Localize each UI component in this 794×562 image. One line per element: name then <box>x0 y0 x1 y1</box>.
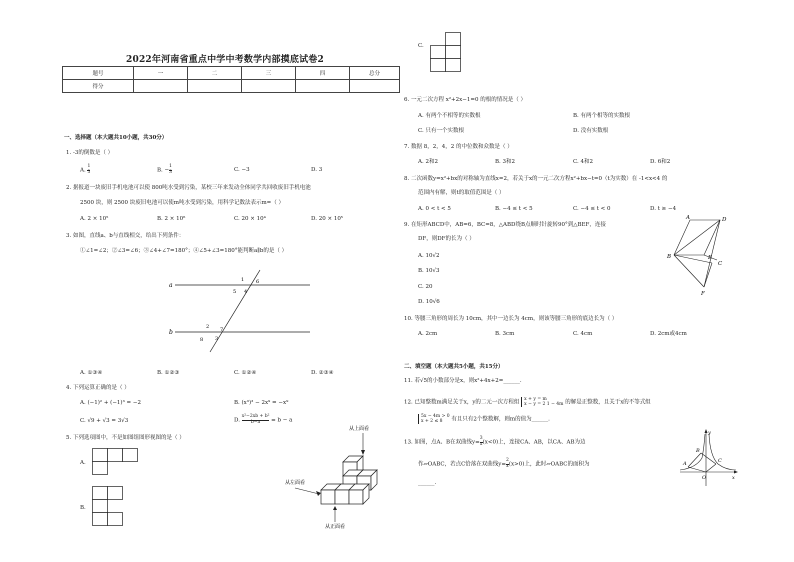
option-d[interactable]: D. t ≥ −4 <box>650 206 677 212</box>
angle-label: 8 <box>200 337 204 343</box>
question-stem-cont: 范围内有解，则t的取值范围是（ ） <box>418 190 505 196</box>
cube-arrangement-figure <box>285 426 395 530</box>
option-b[interactable]: B. 有两个相等的实数根 <box>573 113 631 119</box>
angle-label: 6 <box>256 279 260 285</box>
score-header-cell: 一 <box>134 67 188 80</box>
score-label-cell: 得分 <box>63 80 134 93</box>
option-d[interactable]: D. ②③④ <box>311 370 334 376</box>
option-a[interactable]: A. 0 < t < 5 <box>418 206 451 212</box>
option-b[interactable]: B. ①②③ <box>157 370 180 376</box>
equation-system: x + y = m x − y = 2 1 − 4m <box>521 397 563 407</box>
rectangle-rotation-figure <box>662 215 737 300</box>
option-a-label[interactable]: A. <box>80 460 86 466</box>
view-label-left: 从左面看 <box>285 480 306 486</box>
parallel-lines-figure <box>165 270 315 355</box>
question-stem-cont: 5x − 4m > 0 x + 2 ≤ 8 有且只有2个整数解，则m的值为______. <box>418 414 550 424</box>
question-stem-cont: 2500 块，则 2500 块废旧电池可以使m吨水受到污染，用科学记数法表示m=（ ） <box>80 200 285 206</box>
score-cell[interactable] <box>242 80 296 93</box>
score-table <box>62 66 400 93</box>
score-header-cell: 总分 <box>350 67 400 80</box>
option-a[interactable]: A. 2和2 <box>418 159 438 165</box>
angle-label: 4 <box>244 289 248 295</box>
option-c[interactable]: C. 4cm <box>573 331 593 337</box>
option-d[interactable]: D. 没有实数根 <box>573 128 609 134</box>
line-label-b: b <box>169 329 173 336</box>
question-stem: 1. -3的倒数是（ ） <box>66 150 114 156</box>
option-b[interactable]: B. 2 × 10⁶ <box>157 216 186 222</box>
angle-label: 3 <box>215 336 219 342</box>
option-b[interactable]: B. −4 ≤ t < 5 <box>495 206 533 212</box>
option-a[interactable]: A. ①③④ <box>80 370 103 376</box>
question-stem: 5. 下列选项图中，不是如图组图形视图的是（ ） <box>66 435 185 441</box>
option-b-view-figure[interactable] <box>92 486 142 531</box>
page-title: 2022年河南省重点中学中考数学内部摸底试卷2 <box>126 55 324 65</box>
point-label-A: A <box>683 461 687 467</box>
option-c[interactable]: C. 20 <box>418 284 433 290</box>
hyperbola-figure <box>678 428 738 488</box>
point-label-C: C <box>718 458 722 464</box>
question-stem: 2. 据报道一块废旧手机电池可以使 800吨水受到污染，某校三年来发动全体同学共回收废旧手机电池 <box>66 185 311 191</box>
question-stem: 13. 如图，点A、B在双曲线y= $\frac{3}{x}$ (x<0)上，连接CA、AB，以CA、AB为边 <box>404 436 586 447</box>
axis-label-y: y <box>708 430 711 436</box>
score-header-cell: 三 <box>242 67 296 80</box>
question-stem-cont: 作▱OABC，若点C恰落在双曲线y= $\frac{2}{x}$ (x>0)上，此时▱OABC的面积为 <box>418 458 590 469</box>
angle-label: 5 <box>233 289 237 295</box>
point-label-A: A <box>686 215 690 221</box>
fraction: $\frac{3}{x}$ <box>479 436 483 447</box>
answer-blank[interactable]: ______. <box>418 480 437 486</box>
question-stem: 7. 数据 8，2，4，2 的中位数和众数是（ ） <box>404 144 513 150</box>
option-a-view-figure[interactable] <box>92 448 142 478</box>
section-heading: 一、选择题（本大题共10小题，共30分） <box>64 135 168 141</box>
point-label-B: B <box>696 448 700 454</box>
option-label: D. <box>234 417 240 424</box>
option-c[interactable]: C. ①②④ <box>234 370 257 376</box>
fraction: $\frac{1}{3}$ <box>169 164 173 175</box>
origin-label: O <box>702 475 707 481</box>
option-a[interactable]: A. 10√2 <box>418 253 440 259</box>
option-b[interactable]: B. − $\frac{1}{3}$ <box>157 164 173 175</box>
question-stem: 4. 下列运算正确的是（ ） <box>66 385 130 391</box>
question-stem-cont: DF，则DF的长为（ ） <box>418 236 475 242</box>
angle-label: 1 <box>241 277 245 283</box>
option-b[interactable]: B. 10√3 <box>418 268 440 274</box>
score-cell[interactable] <box>134 80 188 93</box>
option-c-label[interactable]: C. <box>418 43 424 49</box>
option-a[interactable]: A. 2cm <box>418 331 438 337</box>
angle-label: 7 <box>220 327 224 333</box>
score-cell[interactable] <box>188 80 242 93</box>
point-label-B: B <box>667 254 672 260</box>
point-label-D: D <box>722 217 727 223</box>
option-a[interactable] <box>80 165 90 175</box>
point-label-E: E <box>708 255 713 261</box>
option-d[interactable]: D. 10√6 <box>418 299 440 305</box>
view-label-front: 从正面看 <box>325 524 346 530</box>
option-b[interactable]: B. (x³)³ − 2x⁹ = −x⁹ <box>234 400 289 406</box>
option-c[interactable]: C. 4和2 <box>573 159 594 165</box>
point-label-F: F <box>701 291 705 297</box>
option-label: B. <box>157 167 163 174</box>
fraction: $\frac{\text{x²−2xb + b²}}{b-a}$ <box>241 414 270 425</box>
question-stem: 10. 等腰三角形的周长为 10cm，其中一边长为 4cm，则该等腰三角形的底边长为（ ） <box>404 316 618 322</box>
fraction: $\frac{2}{x}$ <box>506 458 509 469</box>
question-stem: 11. 若√5的小数部分是x，则x²+4x+2=______. <box>404 378 522 384</box>
option-d[interactable]: D. 2cm或4cm <box>650 331 687 337</box>
option-c[interactable]: C. −4 ≤ t < 0 <box>573 206 611 212</box>
question-stem: 6. 一元二次方程 x²+2x−1=0 的根的情况是（ ） <box>404 97 526 103</box>
score-cell[interactable] <box>350 80 400 93</box>
option-b-label[interactable]: B. <box>80 505 86 511</box>
axis-label-x: x <box>732 475 735 481</box>
question-stem: 12. 已知整数m满足关于x，y的二元一次方程组 x + y = m x − y = 2 1 − 4m 的解是正整数，且关于x的不等式组 <box>404 397 651 407</box>
option-a[interactable]: A. 2 × 10⁵ <box>80 216 109 222</box>
option-d[interactable]: D. $\frac{\text{x²−2xb + b²}}{b-a}$ = b − a <box>234 414 293 425</box>
option-a[interactable]: A. (−1)² + (−1)³ = −2 <box>80 400 141 406</box>
option-d[interactable]: D. 6和2 <box>650 159 671 165</box>
option-label: A. <box>80 167 86 174</box>
score-header-cell: 四 <box>296 67 350 80</box>
section-heading: 二、填空题（本大题共5小题，共15分） <box>404 364 504 370</box>
option-c[interactable]: C. −3 <box>234 167 250 173</box>
line-label-a: a <box>169 282 173 289</box>
option-d[interactable]: D. 3 <box>311 167 323 173</box>
fraction: $\frac{1}{3}$ <box>87 164 91 175</box>
option-c[interactable]: C. 20 × 10⁴ <box>234 216 266 222</box>
option-b[interactable]: B. 3cm <box>495 331 515 337</box>
point-label-C: C <box>718 261 723 267</box>
score-header-cell: 题号 <box>63 67 134 80</box>
option-c[interactable]: C. √9 + √3 = 3√3 <box>80 418 129 424</box>
angle-label: 2 <box>206 324 210 330</box>
inequality-system: 5x − 4m > 0 x + 2 ≤ 8 <box>418 414 450 424</box>
option-d[interactable]: D. 20 × 10⁵ <box>311 216 344 222</box>
score-header-cell: 二 <box>188 67 242 80</box>
option-c[interactable]: C. 只有一个实数根 <box>418 128 465 134</box>
option-c-view-figure[interactable] <box>430 32 480 77</box>
question-stem: 8. 二次函数y=x²+bx的对称轴为直线x=2，若关于x的一元二次方程x²+bx−t=0（t为实数）在 -1<x<4 的 <box>404 176 668 182</box>
score-cell[interactable] <box>296 80 350 93</box>
option-a[interactable]: A. 有两个不相等的实数根 <box>418 113 481 119</box>
question-stem: 9. 在矩形ABCD中，AB=6，BC=8，△ABD绕B点顺时针旋转90°到△BEF，连接 <box>404 222 606 228</box>
option-b[interactable]: B. 3和2 <box>495 159 516 165</box>
question-stem: 3. 如图，直线a、b与直线相交，给出下列条件： <box>66 233 185 239</box>
question-stem-cont: ①∠1=∠2；②∠3=∠6；③∠4+∠7=180°；④∠5+∠3=180°能判断a∥b的是（ ） <box>80 248 288 254</box>
view-label-top: 从上面看 <box>349 426 370 432</box>
